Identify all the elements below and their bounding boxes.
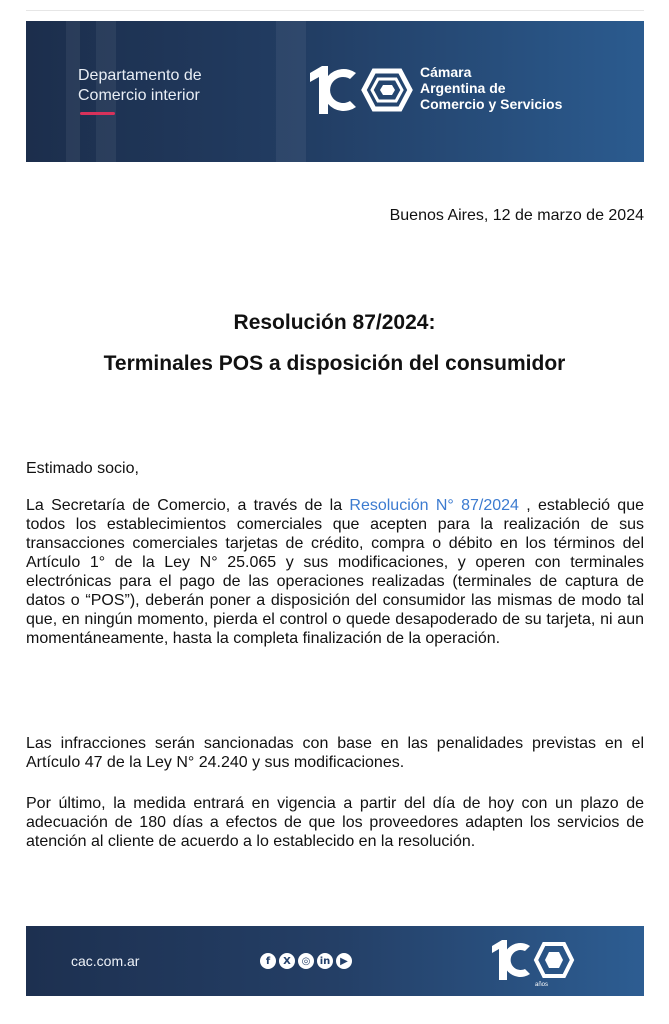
logo-sub-label: años xyxy=(535,982,549,988)
paragraph-3: Por último, la medida entrará en vigencia a partir del día de hoy con un plazo de adecuación de 180 días a efectos de que los proveedores adapten los servicios de atención al cliente de acuerdo a lo establecido en la resolución. xyxy=(26,795,644,850)
instagram-icon[interactable]: ◎ xyxy=(298,953,314,969)
top-divider xyxy=(26,10,644,11)
cac-100-logo xyxy=(304,63,416,117)
organization-line-1: Cámara xyxy=(420,64,472,80)
youtube-icon[interactable]: ▶ xyxy=(336,953,352,969)
paragraph-1-intro: La Secretaría de Comercio, a través de la xyxy=(26,497,350,514)
resolution-link[interactable]: Resolución N° 87/2024 xyxy=(349,497,519,514)
paragraph-2: Las infracciones serán sancionadas con base en las penalidades previstas en el Artículo 47 de la Ley N° 24.240 y sus modificaciones. xyxy=(26,735,644,771)
department-line-1: Departamento de xyxy=(78,67,202,84)
organization-line-3: Comercio y Servicios xyxy=(420,96,563,112)
linkedin-icon[interactable]: in xyxy=(317,953,333,969)
social-links xyxy=(260,953,352,969)
x-icon[interactable]: X xyxy=(279,953,295,969)
facebook-icon[interactable]: f xyxy=(260,953,276,969)
organization-line-2: Argentina de xyxy=(420,80,506,96)
resolution-subtitle: Terminales POS a disposición del consumidor xyxy=(103,352,566,375)
department-accent-bar xyxy=(80,112,115,115)
website-link[interactable]: cac.com.ar xyxy=(71,953,140,969)
resolution-title: Resolución 87/2024: xyxy=(233,311,436,334)
header-banner xyxy=(26,21,644,162)
footer-banner xyxy=(26,926,644,996)
paragraph-1-text: , estableció que todos los establecimientos comerciales que acepten para la realización de sus transacciones comerciales tarjetas de crédito, compra o débito en los términos del Artículo 1° de la Ley N° 25.065 y sus modificaciones, y operen con terminales electrónicas para el pago de las operaciones realizadas (terminales de captura de datos o “POS”), deberán poner a disposición del consumidor las mismas de modo tal que, en ningún momento, pierda el control o quede desapoderado de su tarjeta, ni aun momentáneamente, hasta la completa finalización de la operación. xyxy=(26,497,645,647)
department-line-2: Comercio interior xyxy=(78,87,200,104)
greeting: Estimado socio, xyxy=(26,460,139,477)
organization-name xyxy=(420,64,562,112)
department-name xyxy=(78,66,202,106)
letter-date: Buenos Aires, 12 de marzo de 2024 xyxy=(389,207,644,224)
cac-100-footer-logo xyxy=(488,936,578,988)
paragraph-1 xyxy=(26,496,644,648)
